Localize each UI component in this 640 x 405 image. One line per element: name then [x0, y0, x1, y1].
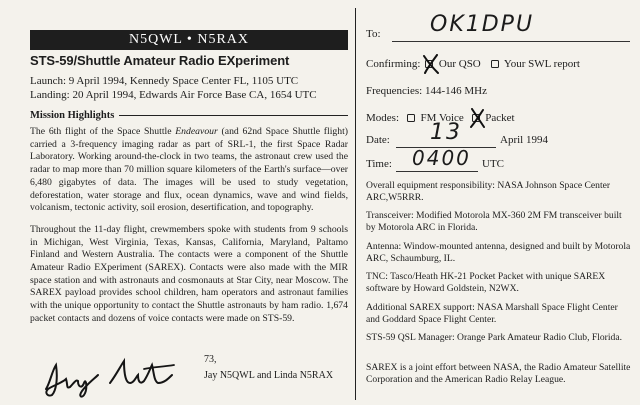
mode-fm-voice: FM Voice: [420, 112, 464, 124]
sarex-note: SAREX is a joint effort between NASA, the Radio Amateur Satellite Corporation and the American Radio Relay League.: [366, 362, 631, 386]
landing-info: Landing: 20 April 1994, Edwards Air Force Base CA, 1654 UTC: [30, 89, 317, 101]
signature-block: [30, 350, 348, 402]
date-label: Date:: [366, 134, 390, 146]
highlights-heading: Mission Highlights: [30, 110, 115, 121]
packet-checkbox-checked: [472, 114, 480, 122]
highlights-rule: [119, 115, 348, 116]
to-label: To:: [366, 28, 381, 40]
qsl-manager: STS-59 QSL Manager: Orange Park Amateur Radio Club, Florida.: [366, 332, 622, 343]
mode-packet: Packet: [485, 112, 515, 124]
time-label: Time:: [366, 158, 392, 170]
qsl-details-column: [366, 0, 634, 405]
sign-off: 73,: [204, 354, 217, 365]
option-our-qso: Our QSO: [438, 58, 481, 70]
para1-start: The 6th flight of the Space Shuttle: [30, 126, 176, 137]
overall-responsibility: Overall equipment responsibility: NASA Johnson Space Center ARC,W5RRR.: [366, 180, 611, 204]
confirming-label: Confirming:: [366, 58, 421, 70]
mission-column: [30, 30, 348, 326]
fm-voice-checkbox: [407, 114, 415, 122]
time-handwritten: 0400: [412, 146, 471, 170]
check-x-icon: [422, 54, 440, 74]
to-underline: [392, 41, 630, 42]
handwritten-signature: [40, 353, 180, 399]
highlights-header: [30, 110, 348, 121]
column-divider: [355, 8, 356, 400]
date-month-year: April 1994: [500, 134, 548, 146]
qso-checkbox-checked: [425, 60, 433, 68]
time-utc: UTC: [482, 158, 504, 170]
frequencies: Frequencies: 144-146 MHz: [366, 85, 487, 97]
modes-label: Modes:: [366, 112, 399, 124]
date-day-handwritten: 13: [430, 120, 462, 145]
callsign-banner: N5QWL • N5RAX: [30, 30, 348, 50]
mission-title: STS-59/Shuttle Amateur Radio EXperiment: [30, 53, 290, 68]
additional-support: Additional SAREX support: NASA Marshall Space Flight Center and Goddard Space Flight Center.: [366, 302, 618, 326]
shuttle-name: Endeavour: [175, 126, 218, 137]
highlights-paragraph-2: Throughout the 11-day flight, crewmembers spoke with students from 9 schools in Michigan, West Virginia, Texas, Kansas, California, Maryland, Paltamo Finland and Western Australia. The contacts were a component of the Shuttle Amateur Radio EXperiment (SAREX). Contacts were also made with the MIR space station and with astronauts and cosmonauts at Star City, near Moscow. The SAREX payload provides school children, ham operators and astronaut families with the unique opportunity to contact the Shuttle astronauts by ham radio. 1,674 packet contacts and dozens of voice contacts were made on STS-59.: [30, 223, 348, 324]
confirming-row: [366, 58, 580, 70]
para1-rest: (and 62nd Space Shuttle flight) carried a 3-frequency imaging radar as part of SRL-1, the first Space Radar Laboratory. Working around-the-clock in two teams, the astronaut crew used the radar to map more than 70 million square kilometers of the Earth's surface—over 6,480 gigabytes of data. The images will be used to study vegetation, deforestation, water storage and flux, ocean dynamics, wave and wind fields, volcanism, tectonic activity, soil erosion, desertification, and topography.: [30, 126, 348, 214]
to-callsign-handwritten: OK1DPU: [430, 12, 535, 37]
swl-checkbox: [491, 60, 499, 68]
check-x-icon: [469, 108, 487, 128]
tnc-info: TNC: Tasco/Heath HK-21 Pocket Packet with unique SAREX software by Howard Goldstein, N2WX.: [366, 271, 606, 295]
time-underline: [396, 171, 478, 172]
launch-info: Launch: 9 April 1994, Kennedy Space Center FL, 1105 UTC: [30, 75, 299, 87]
transceiver-info: Transceiver: Modified Motorola MX-360 2M FM transceiver built by Motorola ARC in Florida.: [366, 210, 622, 234]
option-swl-report: Your SWL report: [503, 58, 580, 70]
signer-names: Jay N5QWL and Linda N5RAX: [204, 370, 334, 381]
highlights-paragraph-1: [30, 126, 348, 215]
antenna-info: Antenna: Window-mounted antenna, designed and built by Motorola ARC, Schaumburg, IL.: [366, 241, 631, 265]
